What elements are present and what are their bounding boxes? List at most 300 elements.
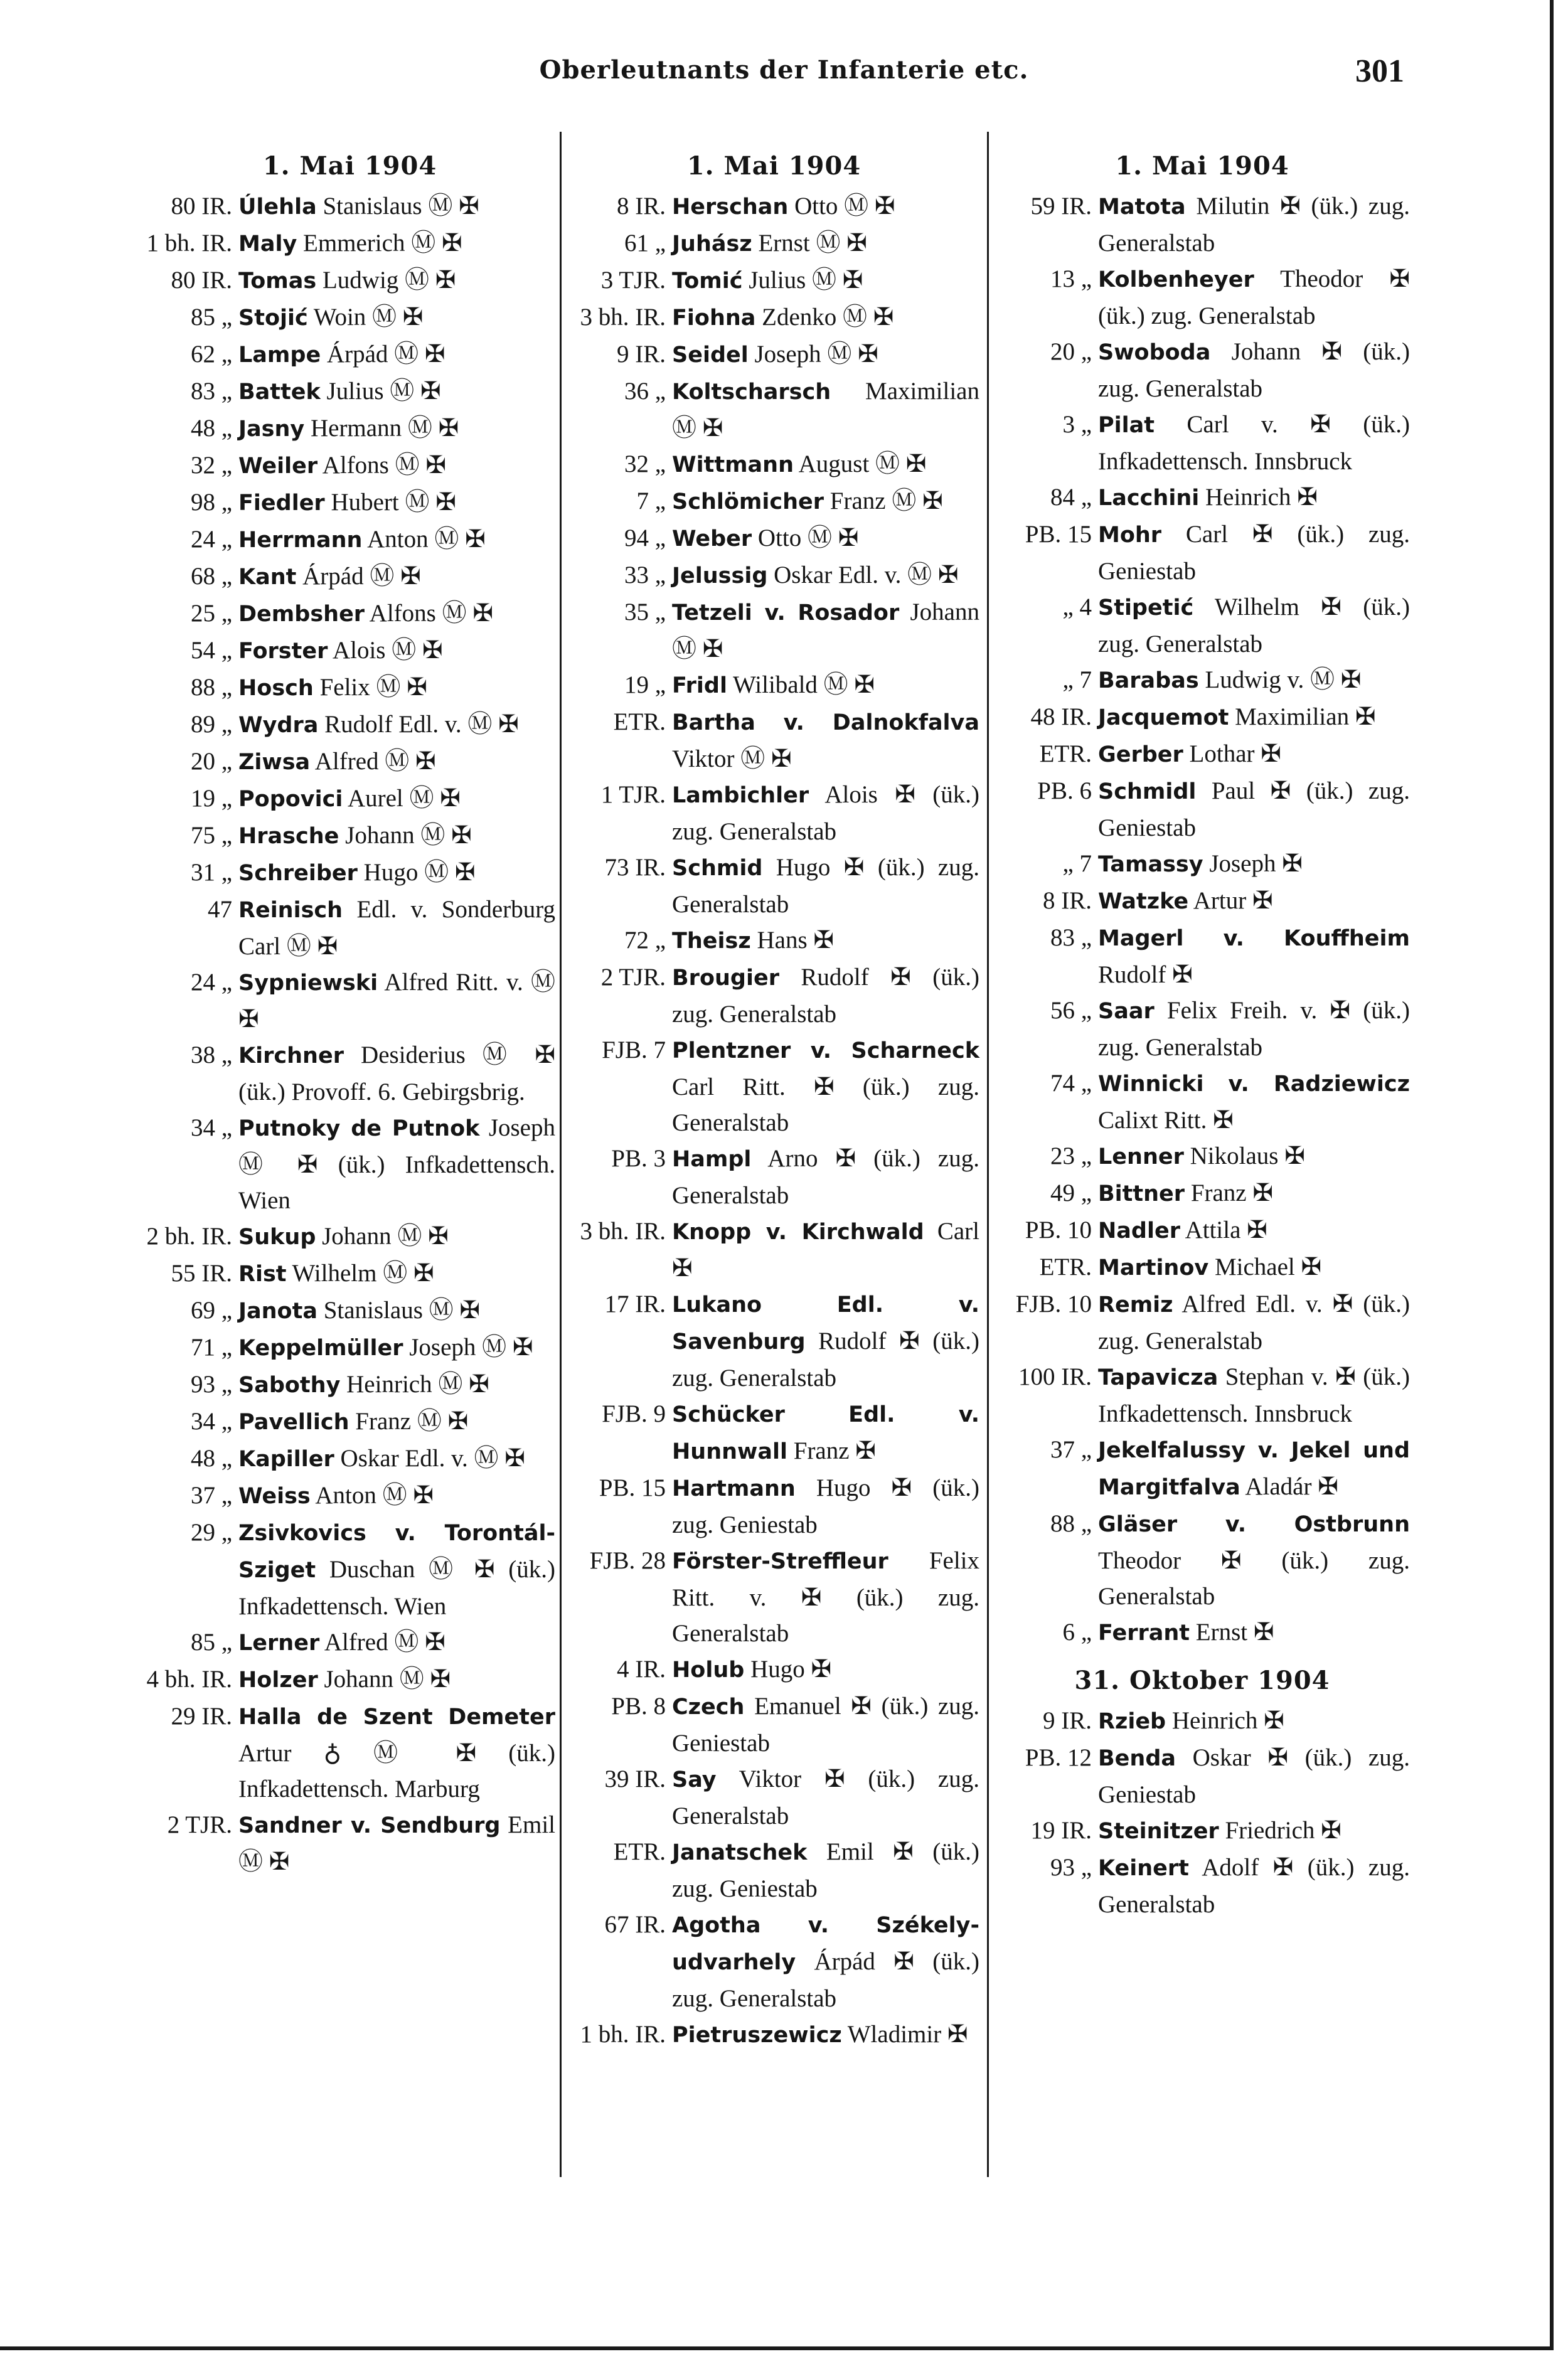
officer-details: Joseph Ⓜ ✠ <box>748 341 878 368</box>
entry-text <box>238 1478 555 1515</box>
officer-surname: Sypniewski <box>238 971 378 996</box>
officer-entry <box>995 1249 1410 1286</box>
officer-details: Zdenko Ⓜ ✠ <box>755 304 894 331</box>
officer-details: Aurel Ⓜ ✠ <box>343 785 461 812</box>
officer-details: Woin Ⓜ ✠ <box>307 304 424 331</box>
officer-entry <box>144 188 555 225</box>
officer-details: Alfred Edl. v. ✠ (ük.) zug. Generalstab <box>1098 1291 1410 1355</box>
entry-text <box>238 669 555 706</box>
entry-text <box>672 594 979 667</box>
officer-entry <box>144 1218 555 1255</box>
unit-designation: 80 IR. <box>171 193 232 220</box>
officer-surname: Gläser v. Ostbrunn <box>1098 1512 1410 1537</box>
officer-entry <box>144 817 555 855</box>
unit-designation: 98 „ <box>190 489 232 516</box>
unit-designation: 88 „ <box>190 674 232 701</box>
officer-surname: Winnicki v. Radziewicz <box>1098 1072 1410 1097</box>
entry-text <box>672 1907 979 2016</box>
officer-surname: Jasny <box>238 417 305 442</box>
officer-details: Alfred Ⓜ ✠ <box>319 1629 445 1656</box>
officer-surname: Juhász <box>672 232 752 257</box>
unit-designation: 25 „ <box>190 600 232 627</box>
officer-entry <box>568 1761 979 1834</box>
entry-text <box>1098 1065 1410 1138</box>
officer-details: Árpád Ⓜ ✠ <box>321 341 445 368</box>
officer-entry <box>995 1614 1410 1651</box>
officer-surname: Brougier <box>672 966 779 991</box>
section-heading: 31. Oktober 1904 <box>1074 1666 1330 1695</box>
entry-text <box>672 1688 979 1761</box>
unit-designation: 74 „ <box>1050 1070 1092 1097</box>
officer-entry <box>568 1141 979 1213</box>
unit-designation: FJB. 10 <box>1015 1291 1092 1318</box>
officer-entry <box>995 1740 1410 1813</box>
officer-surname: Plentzner v. Scharneck <box>672 1038 979 1063</box>
officer-details: Artur ♁ Ⓜ ✠ (ük.) Infkadettensch. Marburg <box>238 1740 555 1803</box>
unit-designation: 17 IR. <box>604 1291 666 1318</box>
officer-details: Theodor ✠ (ük.) zug. Generalstab <box>1098 265 1410 329</box>
running-header: Oberleutnants der Infanterie etc. <box>539 55 1029 85</box>
entry-text <box>1098 1506 1410 1614</box>
officer-surname: Kirchner <box>238 1043 344 1068</box>
unit-designation: 32 „ <box>624 450 666 477</box>
officer-details: Hugo ✠ (ük.) zug. Geniestab <box>672 1474 979 1538</box>
officer-details: Johann ✠ (ük.) zug. Generalstab <box>1098 338 1410 402</box>
unit-designation: 39 IR. <box>604 1765 666 1792</box>
entry-text <box>1098 662 1410 699</box>
officer-entry <box>568 594 979 667</box>
officer-details: Ernst ✠ <box>1190 1619 1274 1646</box>
officer-surname: Benda <box>1098 1746 1176 1771</box>
unit-designation: 100 IR. <box>1018 1363 1092 1390</box>
section-heading: 1. Mai 1904 <box>262 151 437 181</box>
column-rule <box>987 132 989 2177</box>
unit-designation: 3 bh. IR. <box>580 1218 666 1245</box>
officer-entry <box>995 773 1410 846</box>
entry-text <box>238 484 555 521</box>
officer-entry <box>568 373 979 446</box>
officer-entry <box>144 1037 555 1110</box>
officer-details: Hugo ✠ (ük.) zug. Generalstab <box>672 854 979 918</box>
officer-details: Árpád ✠ (ük.) zug. Generalstab <box>672 1948 979 2012</box>
unit-designation: 2 bh. IR. <box>146 1223 232 1250</box>
officer-entry <box>568 922 979 959</box>
officer-surname: Tomas <box>238 269 317 294</box>
officer-entry <box>144 1255 555 1292</box>
entry-text <box>1098 1813 1410 1850</box>
officer-details: Heinrich Ⓜ ✠ <box>340 1371 489 1398</box>
officer-entry <box>995 1703 1410 1740</box>
officer-details: Franz Ⓜ ✠ <box>349 1408 469 1435</box>
officer-details: Hans ✠ <box>750 927 835 954</box>
officer-entry <box>995 883 1410 920</box>
officer-entry <box>995 1359 1410 1432</box>
officer-surname: Halla de Szent Demeter <box>238 1705 555 1730</box>
officer-details: Franz Ⓜ ✠ <box>824 487 943 514</box>
entry-text <box>238 1661 555 1698</box>
officer-details: Felix Ⓜ ✠ <box>313 674 427 701</box>
entry-text <box>1098 699 1410 736</box>
officer-surname: Tamassy <box>1098 852 1203 877</box>
officer-surname: Zsivkovics v. Torontál-Sziget <box>238 1521 555 1583</box>
officer-entry <box>144 706 555 743</box>
officer-details: Wilhelm Ⓜ ✠ <box>286 1260 434 1287</box>
officer-details: Emanuel ✠ (ük.) zug. Geniestab <box>672 1693 979 1757</box>
officer-entry <box>995 1138 1410 1175</box>
officer-entry <box>144 447 555 484</box>
officer-surname: Holub <box>672 1658 745 1683</box>
unit-designation: „ 7 <box>1062 850 1092 877</box>
officer-details: Felix Ritt. v. ✠ (ük.) zug. Generalstab <box>672 1547 979 1647</box>
officer-entry <box>995 479 1410 516</box>
entry-text <box>238 1440 555 1478</box>
entry-text <box>672 2016 979 2053</box>
officer-entry <box>144 1329 555 1366</box>
entry-text <box>672 1213 979 1286</box>
unit-designation: 24 „ <box>190 526 232 553</box>
officer-details: Theodor ✠ (ük.) zug. Generalstab <box>1098 1547 1410 1610</box>
unit-designation: ETR. <box>1039 740 1092 767</box>
officer-details: Lothar ✠ <box>1183 740 1281 767</box>
officer-details: Carl v. ✠ (ük.) Infkadettensch. Innsbruck <box>1098 411 1410 475</box>
officer-surname: Sukup <box>238 1225 316 1250</box>
officer-entry <box>144 1515 555 1624</box>
officer-surname: Jelussig <box>672 563 768 588</box>
officer-entry <box>995 1850 1410 1922</box>
entry-text <box>238 521 555 558</box>
unit-designation: 71 „ <box>190 1334 232 1361</box>
officer-surname: Fiedler <box>238 491 325 516</box>
entry-text <box>238 595 555 632</box>
officer-details: Wilhelm ✠ (ük.) zug. Generalstab <box>1098 594 1410 658</box>
entry-text <box>238 964 555 1037</box>
officer-surname: Weiler <box>238 454 318 479</box>
officer-entry <box>568 483 979 520</box>
officer-entry <box>995 1065 1410 1138</box>
entry-text <box>1098 773 1410 846</box>
entry-text <box>1098 1703 1410 1740</box>
officer-entry <box>144 1292 555 1329</box>
officer-surname: Lacchini <box>1098 486 1200 511</box>
officer-entry <box>144 410 555 447</box>
officer-surname: Holzer <box>238 1668 318 1693</box>
officer-details: Joseph ✠ <box>1203 850 1303 877</box>
officer-surname: Jekelfalussy v. Jekel und Margitfalva <box>1098 1438 1410 1500</box>
officer-details: Wilibald Ⓜ ✠ <box>727 671 875 698</box>
officer-details: Rudolf Edl. v. Ⓜ ✠ <box>318 711 519 738</box>
officer-details: Johann Ⓜ ✠ <box>672 599 979 663</box>
officer-surname: Martinov <box>1098 1255 1209 1281</box>
officer-surname: Swoboda <box>1098 340 1211 365</box>
unit-designation: 7 „ <box>636 487 666 514</box>
unit-designation: „ 4 <box>1062 594 1092 620</box>
officer-surname: Gerber <box>1098 742 1183 767</box>
entry-text <box>1098 1432 1410 1506</box>
officer-surname: Weiss <box>238 1484 311 1509</box>
entry-text <box>672 520 979 557</box>
entry-text <box>1098 920 1410 993</box>
unit-designation: „ 7 <box>1062 666 1092 693</box>
officer-surname: Janatschek <box>672 1840 808 1865</box>
officer-details: Johann Ⓜ ✠ <box>317 1666 451 1693</box>
entry-text <box>1098 334 1410 407</box>
officer-entry <box>144 1403 555 1440</box>
officer-details: Oskar Edl. v. Ⓜ ✠ <box>334 1445 525 1472</box>
officer-details: Stanislaus Ⓜ ✠ <box>317 1297 481 1324</box>
officer-details: Oskar Edl. v. Ⓜ ✠ <box>767 562 959 588</box>
officer-entry <box>144 1807 555 1880</box>
officer-surname: Kant <box>238 565 297 590</box>
unit-designation: 4 IR. <box>617 1656 666 1683</box>
officer-details: Franz ✠ <box>787 1437 876 1464</box>
officer-entry <box>144 484 555 521</box>
officer-surname: Schmid <box>672 856 763 881</box>
officer-entry <box>568 1688 979 1761</box>
officer-details: Milutin ✠ (ük.) zug. Generalstab <box>1098 193 1410 257</box>
officer-entry <box>568 959 979 1032</box>
officer-surname: Nadler <box>1098 1218 1180 1243</box>
officer-details: Viktor Ⓜ ✠ <box>672 745 792 772</box>
officer-entry <box>144 669 555 706</box>
unit-designation: 54 „ <box>190 637 232 664</box>
officer-entry <box>144 1366 555 1403</box>
unit-designation: 13 „ <box>1050 265 1092 292</box>
unit-designation: 24 „ <box>190 969 232 996</box>
unit-designation: 47 <box>208 896 232 923</box>
unit-designation: 29 „ <box>190 1519 232 1546</box>
officer-entry <box>144 1698 555 1807</box>
officer-details: Árpád Ⓜ ✠ <box>296 563 421 590</box>
entry-text <box>238 410 555 447</box>
officer-details: Hubert Ⓜ ✠ <box>324 489 456 516</box>
officer-details: Friedrich ✠ <box>1219 1817 1341 1844</box>
entry-text <box>672 1396 979 1470</box>
entry-text <box>238 1515 555 1624</box>
unit-designation: 62 „ <box>190 341 232 368</box>
entry-text <box>238 1807 555 1880</box>
officer-surname: Stipetić <box>1098 595 1194 620</box>
entry-text <box>1098 188 1410 261</box>
officer-entry <box>568 1470 979 1543</box>
officer-surname: Bittner <box>1098 1181 1185 1206</box>
entry-text <box>672 1651 979 1688</box>
entry-text <box>238 817 555 855</box>
entry-text <box>1098 1286 1410 1359</box>
entry-text <box>672 373 979 446</box>
unit-designation: 48 „ <box>190 415 232 442</box>
unit-designation: 61 „ <box>624 230 666 257</box>
entry-text <box>1098 1850 1410 1922</box>
entry-text <box>672 446 979 483</box>
officer-details: Rudolf ✠ <box>1098 961 1193 988</box>
officer-entry <box>995 334 1410 407</box>
officer-surname: Agotha v. Székely-udvarhely <box>672 1913 979 1975</box>
officer-entry <box>568 1907 979 2016</box>
officer-details: Alois ✠ (ük.) zug. Generalstab <box>672 781 979 845</box>
unit-designation: 48 IR. <box>1030 703 1092 730</box>
section-heading: 1. Mai 1904 <box>686 151 861 181</box>
officer-details: Franz ✠ <box>1185 1180 1274 1206</box>
unit-designation: 83 „ <box>190 378 232 405</box>
entry-text <box>672 1286 979 1396</box>
column-1 <box>144 144 555 1880</box>
officer-entry <box>568 188 979 225</box>
unit-designation: 1 bh. IR. <box>580 2021 666 2048</box>
unit-designation: 89 „ <box>190 711 232 738</box>
entry-text <box>1098 1249 1410 1286</box>
officer-details: Carl Ritt. ✠ (ük.) zug. Generalstab <box>672 1073 979 1136</box>
unit-designation: 3 TJR. <box>600 267 666 294</box>
entry-text <box>238 1624 555 1661</box>
officer-surname: Tapavicza <box>1098 1365 1219 1390</box>
officer-details: Ludwig v. Ⓜ ✠ <box>1198 666 1362 693</box>
officer-entry <box>144 1661 555 1698</box>
officer-entry <box>995 407 1410 479</box>
officer-details: Michael ✠ <box>1208 1254 1322 1281</box>
officer-surname: Janota <box>238 1299 317 1324</box>
officer-entry <box>144 299 555 336</box>
entry-text <box>672 1141 979 1213</box>
unit-designation: 85 „ <box>190 304 232 331</box>
officer-details: Julius Ⓜ ✠ <box>742 267 863 294</box>
entry-text <box>238 1698 555 1807</box>
officer-entry <box>144 1478 555 1515</box>
officer-surname: Saar <box>1098 999 1155 1024</box>
officer-entry <box>995 1506 1410 1614</box>
officer-surname: Hrasche <box>238 824 339 849</box>
officer-surname: Rist <box>238 1262 287 1287</box>
officer-surname: Schreiber <box>238 861 358 886</box>
entry-text <box>1098 516 1410 589</box>
entry-text <box>1098 1359 1410 1432</box>
officer-surname: Úlehla <box>238 194 317 220</box>
officer-details: Carl ✠ <box>672 1218 979 1282</box>
officer-entry <box>995 846 1410 883</box>
officer-surname: Rzieb <box>1098 1709 1166 1734</box>
officer-entry <box>568 1543 979 1651</box>
officer-entry <box>995 736 1410 773</box>
officer-surname: Barabas <box>1098 668 1199 693</box>
column-rule <box>560 132 562 2177</box>
entry-text <box>238 558 555 595</box>
officer-surname: Dembsher <box>238 602 365 627</box>
officer-details: Heinrich ✠ <box>1166 1707 1284 1734</box>
officer-entry <box>995 1432 1410 1506</box>
unit-designation: 9 IR. <box>1043 1707 1092 1734</box>
unit-designation: PB. 15 <box>599 1474 666 1501</box>
unit-designation: 73 IR. <box>604 854 666 881</box>
unit-designation: 8 IR. <box>617 193 666 220</box>
officer-surname: Battek <box>238 380 321 405</box>
officer-surname: Theisz <box>672 929 751 954</box>
officer-surname: Maly <box>238 232 297 257</box>
entry-text <box>1098 1138 1410 1175</box>
entry-text <box>238 855 555 892</box>
officer-details: Hermann Ⓜ ✠ <box>304 415 459 442</box>
entry-text <box>238 780 555 817</box>
entry-text <box>672 777 979 849</box>
unit-designation: 55 IR. <box>171 1260 232 1287</box>
officer-details: Edl. v. Sonderburg Carl Ⓜ ✠ <box>238 896 555 960</box>
entry-text <box>238 743 555 780</box>
officer-details: Anton Ⓜ ✠ <box>362 526 486 553</box>
officer-entry <box>144 373 555 410</box>
officer-details: Arno ✠ (ük.) zug. Generalstab <box>672 1145 979 1209</box>
officer-details: Emmerich Ⓜ ✠ <box>297 230 462 257</box>
unit-designation: 19 „ <box>624 671 666 698</box>
unit-designation: 93 „ <box>1050 1854 1092 1881</box>
unit-designation: PB. 3 <box>611 1145 666 1172</box>
unit-designation: 2 TJR. <box>600 964 666 991</box>
unit-designation: PB. 10 <box>1025 1217 1092 1243</box>
unit-designation: 1 bh. IR. <box>146 230 232 257</box>
officer-surname: Keinert <box>1098 1856 1189 1881</box>
officer-surname: Sabothy <box>238 1373 341 1398</box>
unit-designation: 83 „ <box>1050 924 1092 951</box>
unit-designation: PB. 15 <box>1025 521 1092 548</box>
officer-details: Emil Ⓜ ✠ <box>238 1811 555 1875</box>
officer-entry <box>568 1396 979 1470</box>
officer-entry <box>568 704 979 777</box>
entry-text <box>238 892 555 964</box>
unit-designation: 3 bh. IR. <box>580 304 666 331</box>
officer-surname: Lukano Edl. v. Savenburg <box>672 1292 979 1355</box>
unit-designation: 29 IR. <box>171 1703 232 1730</box>
entry-text <box>672 849 979 922</box>
officer-entry <box>144 336 555 373</box>
officer-entry <box>568 1834 979 1907</box>
officer-details: Johann Ⓜ ✠ <box>316 1223 449 1250</box>
officer-entry <box>995 920 1410 993</box>
unit-designation: 37 „ <box>190 1482 232 1509</box>
officer-surname: Lambichler <box>672 783 809 808</box>
unit-designation: 2 TJR. <box>167 1811 232 1838</box>
entry-text <box>238 1329 555 1366</box>
officer-details: Aladár ✠ <box>1240 1473 1338 1500</box>
entry-text <box>1098 883 1410 920</box>
officer-details: Nikolaus ✠ <box>1183 1142 1305 1169</box>
unit-designation: 36 „ <box>624 378 666 405</box>
officer-surname: Popovici <box>238 787 343 812</box>
officer-details: Anton Ⓜ ✠ <box>310 1482 434 1509</box>
officer-entry <box>144 780 555 817</box>
unit-designation: ETR. <box>613 1838 666 1865</box>
officer-entry <box>568 1286 979 1396</box>
entry-text <box>238 1255 555 1292</box>
officer-entry <box>568 667 979 704</box>
officer-entry <box>995 1813 1410 1850</box>
unit-designation: 34 „ <box>190 1114 232 1141</box>
officer-details: Julius Ⓜ ✠ <box>320 378 441 405</box>
entry-text <box>238 1037 555 1110</box>
officer-details: Felix Freih. v. ✠ (ük.) zug. Generalstab <box>1098 997 1410 1061</box>
entry-text <box>238 1292 555 1329</box>
unit-designation: 1 TJR. <box>600 781 666 808</box>
officer-surname: Ferrant <box>1098 1621 1190 1646</box>
entry-text <box>672 262 979 299</box>
entry-text <box>1098 993 1410 1065</box>
officer-details: Wladimir ✠ <box>841 2021 968 2048</box>
unit-designation: FJB. 7 <box>602 1036 666 1063</box>
officer-entry <box>144 632 555 669</box>
unit-designation: 48 „ <box>190 1445 232 1472</box>
entry-text <box>1098 407 1410 479</box>
officer-surname: Kapiller <box>238 1447 334 1472</box>
officer-details: Alfred Ritt. v. Ⓜ ✠ <box>238 969 555 1033</box>
officer-entry <box>144 225 555 262</box>
entry-text <box>672 1761 979 1834</box>
entry-text <box>1098 1175 1410 1212</box>
